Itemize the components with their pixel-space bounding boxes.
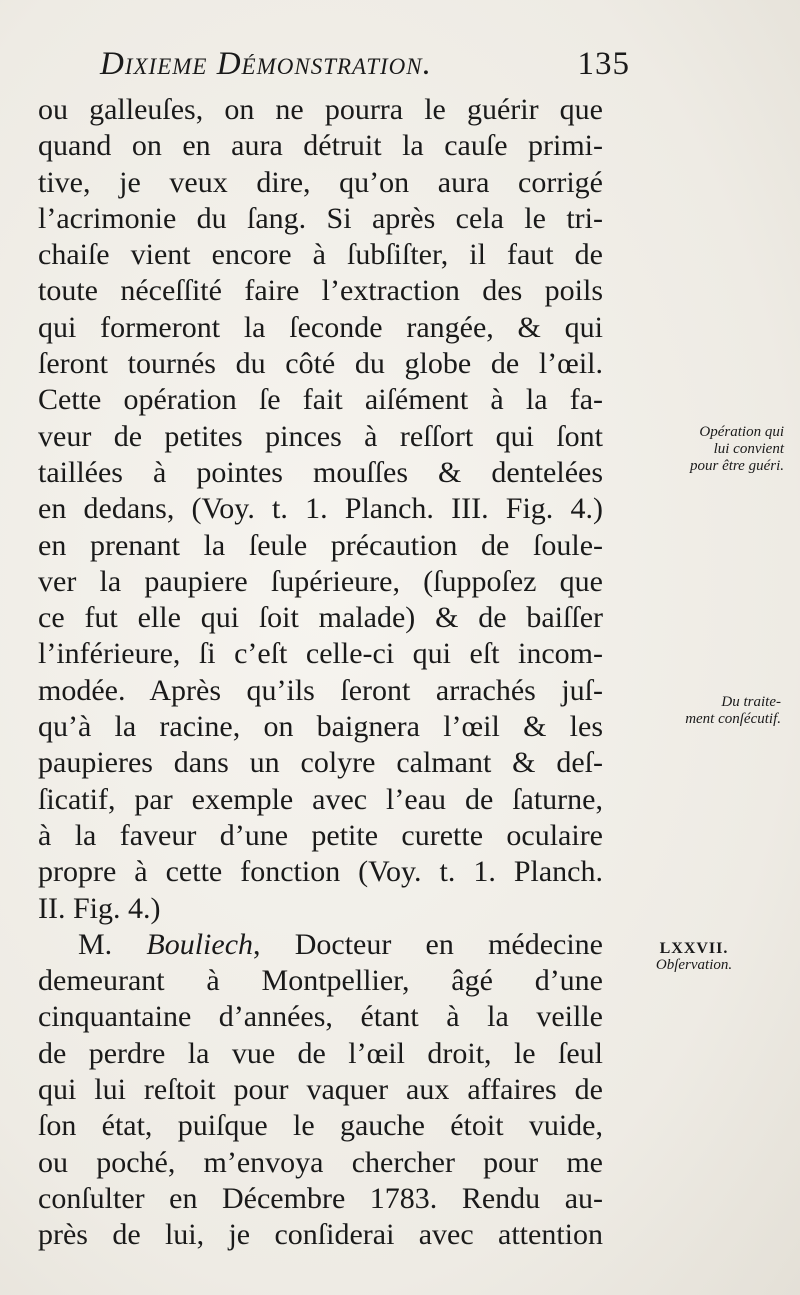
text-line: conſulter en Décembre 1783. Rendu au- (38, 1181, 603, 1215)
observation-number: LXXVII. (659, 940, 729, 957)
margin-note-observation (604, 940, 784, 974)
text-line: paupieres dans un colyre calmant & deſ- (38, 746, 603, 780)
text-line: ſicatif, par exemple avec l’eau de ſaturne, (38, 782, 603, 816)
text-line: à la faveur d’une petite curette oculaire (38, 818, 603, 852)
text-line: quand on en aura détruit la cauſe primi- (38, 129, 603, 163)
text-line: II. Fig. 4.) (38, 891, 161, 925)
text-line: demeurant à Montpellier, âgé d’une (38, 964, 603, 998)
main-text (38, 92, 603, 1254)
text-line: ou poché, m’envoya chercher pour me (38, 1145, 603, 1179)
margin-note-line: Opération qui (699, 424, 784, 440)
margin-note-line: ment conſécutif. (685, 711, 781, 727)
text-line: qui formeront la ſeconde rangée, & qui (38, 310, 603, 344)
observation-label: Obſervation. (655, 957, 733, 973)
observation-first-rest: , Docteur en médecine (253, 927, 603, 961)
running-title: Dixieme Démonstration. (100, 46, 432, 82)
text-line: en prenant la ſeule précaution de ſoule- (38, 528, 603, 562)
text-line: tive, je veux dire, qu’on aura corrigé (38, 165, 603, 199)
margin-note-treatment (606, 694, 781, 728)
text-line: en dedans, (Voy. t. 1. Planch. III. Fig. 4.) (38, 492, 603, 526)
text-line: ou galleuſes, on ne pourra le guérir que (38, 93, 603, 126)
text-line: veur de petites pinces à reſſort qui ſont (38, 419, 603, 453)
text-line: toute néceſſité faire l’extraction des poils (38, 274, 603, 308)
text-line: ver la paupiere ſupérieure, (ſuppoſez que (38, 564, 603, 598)
running-header (100, 46, 630, 94)
text-line: chaiſe vient encore à ſubſiſter, il faut de (38, 238, 603, 272)
margin-note-line: lui convient (713, 441, 784, 457)
text-line: taillées à pointes mouſſes & dentelées (38, 455, 603, 489)
text-line: l’inférieure, ſi c’eſt celle-ci qui eſt incom- (38, 637, 603, 671)
text-line: Cette opération ſe fait aiſément à la fa- (38, 383, 603, 417)
text-line: de perdre la vue de l’œil droit, le ſeul (38, 1036, 603, 1070)
text-line: cinquantaine d’années, étant à la veille (38, 1000, 603, 1034)
text-line: ſeront tournés du côté du globe de l’œil. (38, 347, 603, 381)
text-line: l’acrimonie du ſang. Si après cela le tri- (38, 201, 603, 235)
text-line: propre à cette fonction (Voy. t. 1. Planch. (38, 855, 603, 889)
text-line: qui lui reſtoit pour vaquer aux affaires de (38, 1073, 603, 1107)
observation-first-line (38, 927, 603, 963)
text-line: modée. Après qu’ils ſeront arrachés juſ- (38, 673, 603, 707)
patient-name: Bouliech (146, 927, 254, 961)
margin-note-line: pour être guéri. (689, 458, 784, 474)
text-line: qu’à la racine, on baignera l’œil & les (38, 710, 603, 744)
text-line: ce fut elle qui ſoit malade) & de baiſſer (38, 601, 603, 635)
margin-note-operation (612, 424, 784, 475)
observation-salutation: M. (78, 927, 113, 961)
margin-note-line: Du traite- (721, 694, 781, 710)
text-line: ſon état, puiſque le gauche étoit vuide, (38, 1109, 603, 1143)
page-number: 135 (577, 46, 630, 82)
text-line: près de lui, je conſiderai avec attention (38, 1218, 603, 1252)
